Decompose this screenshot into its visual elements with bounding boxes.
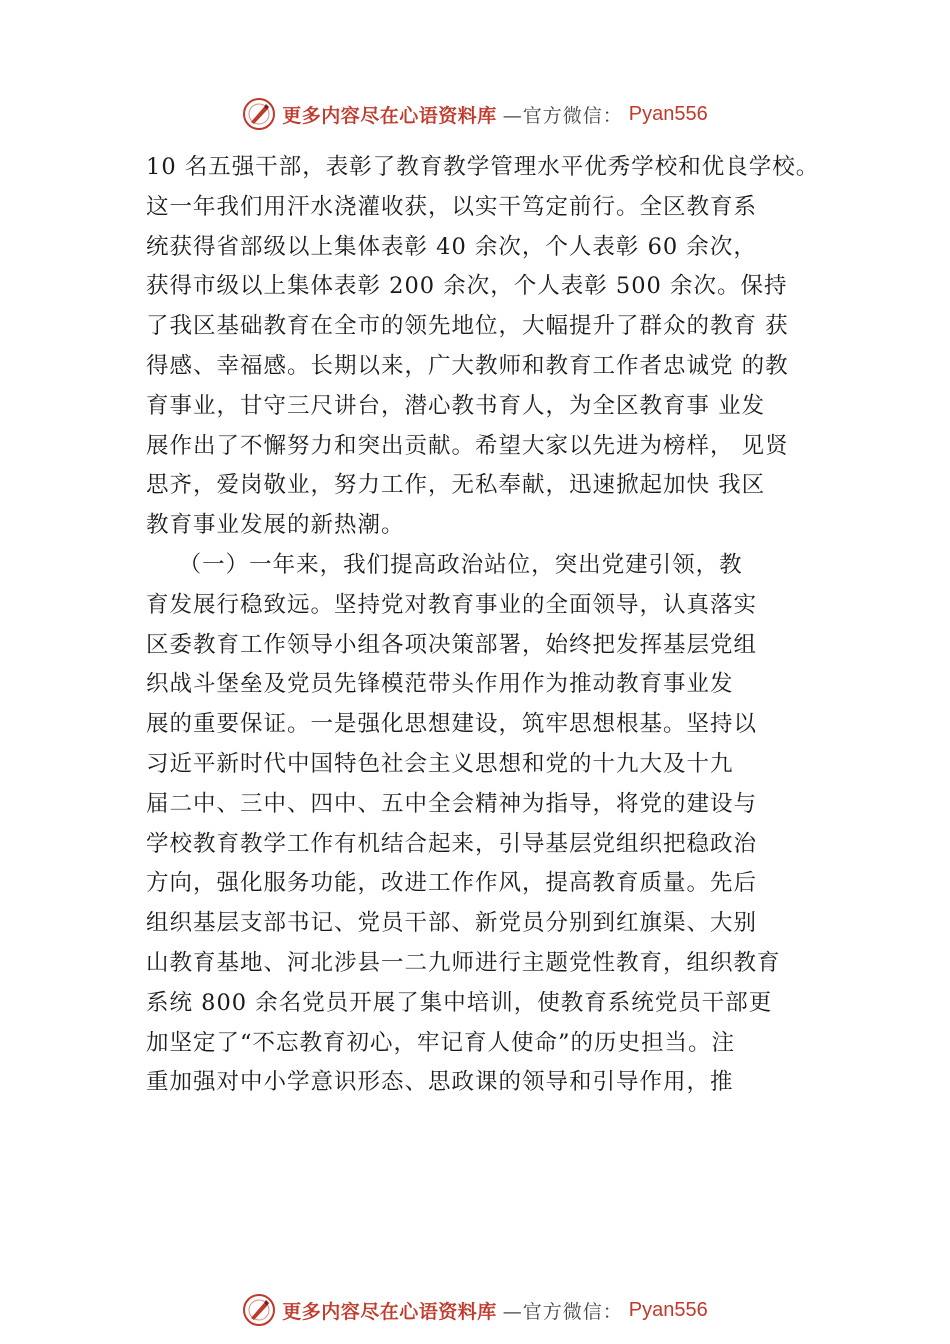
watermark-banner-top — [0, 94, 950, 134]
text-line: 系统 800 余名党员开展了集中培训，使教育系统党员干部更 — [146, 989, 773, 1016]
watermark-separator: —官方微信： — [502, 104, 623, 127]
watermark-separator: —官方微信： — [502, 1300, 623, 1323]
document-body — [146, 148, 846, 1103]
pen-circle-logo-icon — [242, 97, 276, 131]
watermark-title: 更多内容尽在心语资料库 — [282, 1300, 497, 1323]
text-line: 习近平新时代中国特色社会主义思想和党的十九大及十九 — [146, 750, 734, 777]
text-line: 组织基层支部书记、党员干部、新党员分别到红旗渠、大别 — [146, 910, 758, 937]
text-line: 区委教育工作领导小组各项决策部署，始终把发挥基层党组 — [146, 631, 758, 658]
text-line: 展的重要保证。一是强化思想建设，筑牢思想根基。坚持以 — [146, 711, 758, 738]
text-line: （一）一年来，我们提高政治站位，突出党建引领，教 — [146, 551, 743, 578]
watermark-wechat-id: Pyan556 — [628, 102, 708, 125]
text-line: 获得市级以上集体表彰 200 余次，个人表彰 500 余次。保持 — [146, 273, 788, 300]
watermark-banner-bottom — [0, 1290, 950, 1330]
text-line: 展作出了不懈努力和突出贡献。希望大家以先进为榜样， 见贤 — [146, 432, 789, 459]
watermark-wechat-id: Pyan556 — [628, 1298, 708, 1321]
text-line: 了我区基础教育在全市的领先地位，大幅提升了群众的教育 获 — [146, 313, 789, 340]
text-line: 10 名五强干部，表彰了教育教学管理水平优秀学校和优良学校。 — [146, 154, 820, 180]
text-line: 育事业，甘守三尺讲台，潜心教书育人，为全区教育事 业发 — [146, 392, 766, 419]
text-line: 统获得省部级以上集体表彰 40 余次，个人表彰 60 余次， — [146, 233, 757, 260]
text-line: 思齐，爱岗敬业，努力工作，无私奉献，迅速掀起加快 我区 — [146, 472, 766, 499]
pen-circle-logo-icon — [242, 1293, 276, 1327]
text-line: 加坚定了“不忘教育初心，牢记育人使命”的历史担当。注 — [146, 1029, 736, 1056]
text-line: 学校教育教学工作有机结合起来，引导基层党组织把稳政治 — [146, 830, 758, 857]
text-line: 山教育基地、河北涉县一二九师进行主题党性教育，组织教育 — [146, 949, 781, 976]
watermark-title: 更多内容尽在心语资料库 — [282, 104, 497, 127]
text-line: 这一年我们用汗水浇灌收获，以实干笃定前行。全区教育系 — [146, 193, 758, 220]
text-line: 教育事业发展的新热潮。 — [146, 512, 405, 539]
text-line: 育发展行稳致远。坚持党对教育事业的全面领导，认真落实 — [146, 591, 758, 618]
text-line: 重加强对中小学意识形态、思政课的领导和引导作用，推 — [146, 1069, 734, 1096]
text-line: 得感、幸福感。长期以来，广大教师和教育工作者忠诚党 的教 — [146, 352, 789, 379]
text-line: 届二中、三中、四中、五中全会精神为指导，将党的建设与 — [146, 790, 758, 817]
text-line: 织战斗堡垒及党员先锋模范带头作用作为推动教育事业发 — [146, 671, 734, 698]
text-line: 方向，强化服务功能，改进工作作风，提高教育质量。先后 — [146, 870, 758, 897]
